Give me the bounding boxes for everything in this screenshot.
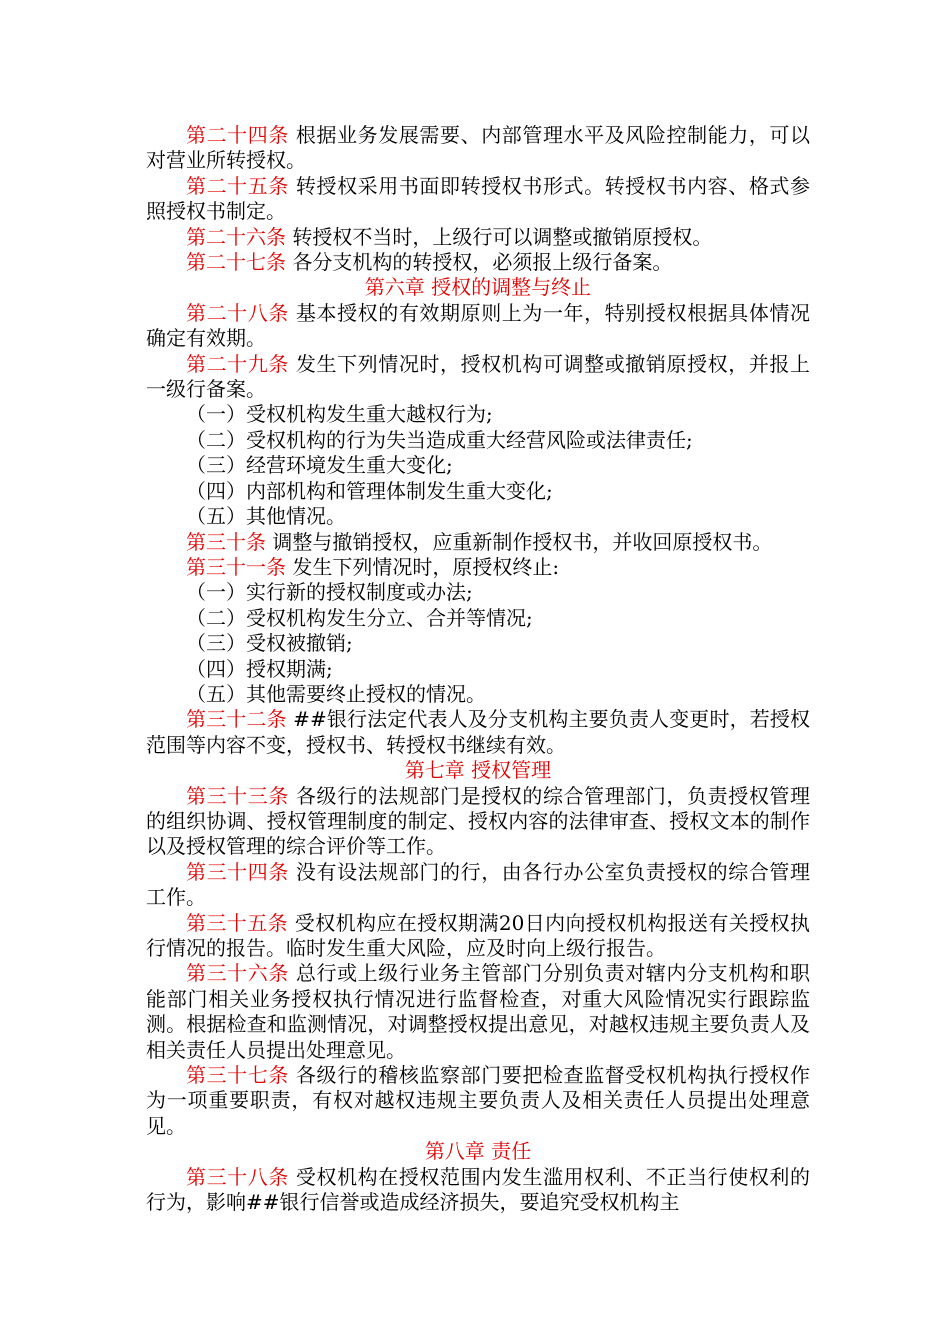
article-32 — [146, 707, 810, 758]
article-number: 第二十七条 — [186, 250, 286, 275]
chapter-6-heading: 第六章 授权的调整与终止 — [364, 275, 592, 300]
article-text: 发生下列情况时，原授权终止: — [286, 554, 560, 579]
article-37 — [146, 1063, 810, 1139]
document-page — [146, 123, 810, 1215]
article-number: 第二十四条 — [186, 123, 289, 147]
article-31 — [146, 555, 810, 580]
article-number: 第二十六条 — [186, 224, 286, 249]
article-33 — [146, 784, 810, 860]
article-38 — [146, 1165, 810, 1216]
article-text: 各级行的稽核监察部门要把检查监督受权机构执行授权作为一项重要职责，有权对越权违规主要负责人及相关责任人员提出处理意见。 — [146, 1063, 811, 1138]
article-text: 受权机构应在授权期满20日内向授权机构报送有关授权执行情况的报告。临时发生重大风险，应及时向上级行报告。 — [146, 910, 810, 960]
article-number: 第三十六条 — [186, 961, 289, 986]
article-35 — [146, 911, 810, 962]
article-text: 各分支机构的转授权，必须报上级行备案。 — [286, 250, 673, 275]
list-item: （二）受权机构发生分立、合并等情况; — [186, 605, 533, 630]
article-34 — [146, 860, 810, 911]
chapter-8-heading: 第八章 责任 — [424, 1139, 532, 1164]
list-item: （三）经营环境发生重大变化; — [186, 453, 453, 478]
article-text: 受权机构在授权范围内发生滥用权利、不正当行使权利的行为，影响##银行信誉或造成经济损失，要追究受权机构主 — [146, 1164, 811, 1215]
list-item: （一）受权机构发生重大越权行为; — [186, 402, 493, 427]
article-30 — [146, 530, 810, 555]
article-number: 第二十八条 — [186, 300, 289, 325]
article-number: 第三十四条 — [186, 859, 289, 884]
article-text: 发生下列情况时，授权机构可调整或撤销原授权，并报上一级行备案。 — [146, 351, 811, 402]
list-item: （四）内部机构和管理体制发生重大变化; — [186, 478, 553, 503]
chapter-7-heading: 第七章 授权管理 — [404, 758, 552, 783]
article-text: 总行或上级行业务主管部门分别负责对辖内分支机构和职能部门相关业务授权执行情况进行监督检查，对重大风险情况实行跟踪监测。根据检查和监测情况，对调整授权提出意见，对越权违规主要负责人及相关责任人员提出处理意见。 — [146, 961, 811, 1062]
article-number: 第三十五条 — [186, 910, 289, 935]
article-29 — [146, 352, 810, 403]
article-text: 转授权采用书面即转授权书形式。转授权书内容、格式参照授权书制定。 — [146, 173, 811, 224]
article-number: 第三十一条 — [186, 554, 286, 579]
article-text: ##银行法定代表人及分支机构主要负责人变更时，若授权范围等内容不变，授权书、转授权书继续有效。 — [146, 707, 810, 757]
article-24 — [146, 123, 810, 174]
article-25 — [146, 174, 810, 225]
article-number: 第三十八条 — [186, 1164, 289, 1189]
article-number: 第三十二条 — [186, 707, 287, 732]
list-item: （五）其他情况。 — [186, 504, 346, 529]
list-item: （一）实行新的授权制度或办法; — [186, 580, 473, 605]
list-item: （三）受权被撤销; — [186, 631, 353, 656]
list-item: （四）授权期满; — [186, 656, 333, 681]
article-text: 转授权不当时，上级行可以调整或撤销原授权。 — [286, 224, 713, 249]
article-28 — [146, 301, 810, 352]
article-number: 第三十条 — [186, 529, 266, 554]
article-36 — [146, 961, 810, 1063]
article-number: 第三十三条 — [186, 783, 289, 808]
article-26 — [146, 225, 810, 250]
article-text: 根据业务发展需要、内部管理水平及风险控制能力，可以对营业所转授权。 — [146, 123, 811, 173]
article-27 — [146, 250, 810, 275]
article-number: 第三十七条 — [186, 1063, 289, 1088]
article-text: 没有设法规部门的行，由各行办公室负责授权的综合管理工作。 — [146, 859, 811, 910]
article-text: 各级行的法规部门是授权的综合管理部门，负责授权管理的组织协调、授权管理制度的制定、授权内容的法律审查、授权文本的制作以及授权管理的综合评价等工作。 — [146, 783, 811, 859]
article-text: 基本授权的有效期原则上为一年，特别授权根据具体情况确定有效期。 — [146, 300, 811, 351]
article-text: 调整与撤销授权，应重新制作授权书，并收回原授权书。 — [266, 529, 773, 554]
list-item: （五）其他需要终止授权的情况。 — [186, 681, 486, 706]
article-number: 第二十五条 — [186, 173, 289, 198]
list-item: （二）受权机构的行为失当造成重大经营风险或法律责任; — [186, 427, 693, 452]
article-number: 第二十九条 — [186, 351, 289, 376]
